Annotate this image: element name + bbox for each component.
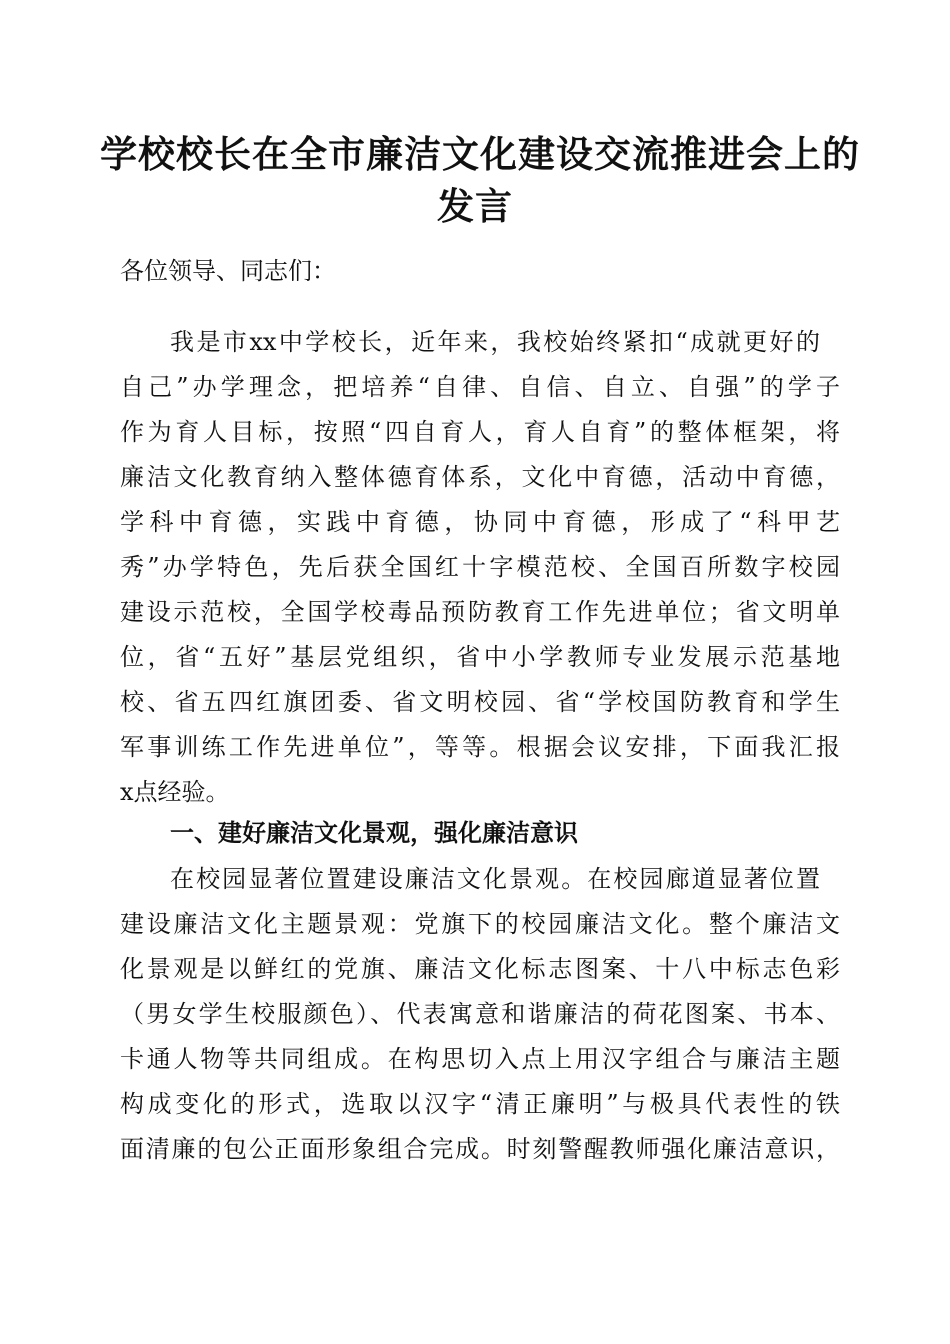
section-line: 卡通人物等共同组成。在构思切入点上用汉字组合与廉洁主题 xyxy=(120,1045,840,1073)
section-line: 在校园显著位置建设廉洁文化景观。在校园廊道显著位置 xyxy=(170,865,820,893)
title-line-1: 学校校长在全市廉洁文化建设交流推进会上的 xyxy=(100,132,860,176)
section-line: 化景观是以鲜红的党旗、廉洁文化标志图案、十八中标志色彩 xyxy=(120,955,840,983)
intro-line: 建设示范校，全国学校毒品预防教育工作先进单位；省文明单 xyxy=(120,598,840,626)
document-title xyxy=(100,128,860,232)
section-heading: 一、建好廉洁文化景观，强化廉洁意识 xyxy=(170,819,578,847)
section-line: 构成变化的形式，选取以汉字“清正廉明”与极具代表性的铁 xyxy=(120,1090,840,1118)
salutation: 各位领导、同志们： xyxy=(120,257,336,285)
intro-line: 廉洁文化教育纳入整体德育体系，文化中育德，活动中育德， xyxy=(120,463,840,491)
title-line-2: 发言 xyxy=(437,184,513,228)
intro-line: 学科中育德，实践中育德，协同中育德，形成了“科甲艺 xyxy=(120,508,840,536)
section-line: （男女学生校服颜色）、代表寓意和谐廉洁的荷花图案、书本、 xyxy=(120,1000,840,1028)
section-line: 面清廉的包公正面形象组合完成。时刻警醒教师强化廉洁意识， xyxy=(120,1135,840,1163)
intro-line: x点经验。 xyxy=(120,778,230,806)
section-line: 建设廉洁文化主题景观：党旗下的校园廉洁文化。整个廉洁文 xyxy=(120,910,840,938)
intro-line: 我是市xx中学校长，近年来，我校始终紧扣“成就更好的 xyxy=(170,328,820,356)
intro-line: 位，省“五好”基层党组织，省中小学教师专业发展示范基地 xyxy=(120,643,840,671)
intro-line: 秀”办学特色，先后获全国红十字模范校、全国百所数字校园 xyxy=(120,553,840,581)
intro-line: 作为育人目标，按照“四自育人，育人自育”的整体框架，将 xyxy=(120,418,840,446)
intro-line: 自己”办学理念，把培养“自律、自信、自立、自强”的学子 xyxy=(120,373,840,401)
intro-line: 校、省五四红旗团委、省文明校园、省“学校国防教育和学生 xyxy=(120,688,840,716)
intro-line: 军事训练工作先进单位”，等等。根据会议安排，下面我汇报 xyxy=(120,733,840,761)
